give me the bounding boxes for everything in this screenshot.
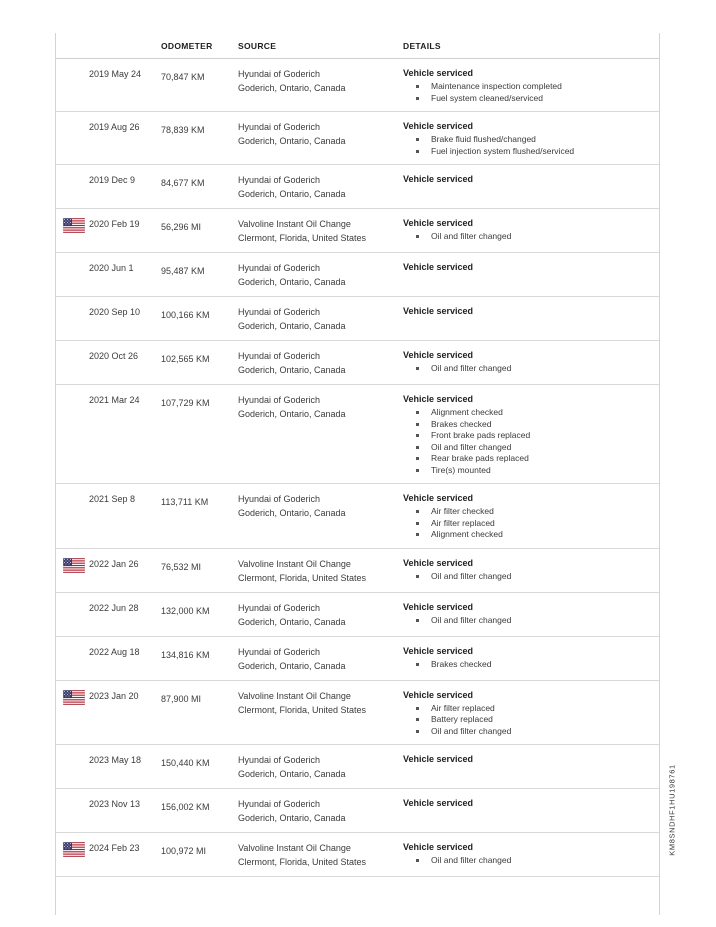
details-item-text: Oil and filter changed	[431, 363, 512, 373]
record-date: 2023 May 18	[89, 755, 142, 765]
record-date: 2019 Dec 9	[89, 175, 136, 185]
table-row	[56, 637, 659, 681]
odometer-value: 70,847 KM	[161, 72, 205, 82]
table-row	[56, 112, 659, 165]
source-location: Goderich, Ontario, Canada	[238, 616, 346, 627]
details-title: Vehicle serviced	[403, 754, 474, 764]
table-row	[56, 549, 659, 593]
date-cell	[56, 841, 161, 857]
odometer-value: 134,816 KM	[161, 649, 210, 660]
odometer-value: 113,711 KM	[161, 497, 209, 507]
bullet-icon	[416, 457, 419, 460]
details-item-text: Air filter checked	[431, 506, 494, 516]
table-row	[56, 59, 659, 112]
bullet-icon	[416, 663, 419, 666]
source-cell	[238, 349, 403, 377]
odometer-value: 150,440 KM	[161, 758, 210, 768]
odometer-value: 56,296 MI	[161, 222, 202, 232]
date-cell	[56, 173, 161, 189]
source-cell	[238, 67, 403, 95]
vin-label: KM8SNDHF1HU198761	[667, 764, 677, 856]
details-item	[403, 714, 653, 726]
source-cell	[238, 797, 403, 825]
details-item-text: Rear brake pads replaced	[431, 453, 529, 463]
record-date: 2023 Jan 20	[89, 690, 139, 701]
details-title: Vehicle serviced	[403, 601, 474, 612]
source-location: Goderich, Ontario, Canada	[238, 189, 346, 199]
details-cell	[403, 120, 659, 157]
table-row	[56, 341, 659, 385]
details-item	[403, 703, 653, 715]
odometer-value: 156,002 KM	[161, 802, 210, 812]
source-cell	[238, 217, 403, 245]
details-list	[403, 134, 653, 157]
source-cell	[238, 173, 403, 201]
bullet-icon	[416, 707, 419, 710]
date-cell	[56, 601, 161, 617]
odometer-value: 87,900 MI	[161, 693, 202, 704]
source-cell	[238, 689, 403, 717]
source-location: Goderich, Ontario, Canada	[238, 409, 346, 419]
record-date: 2024 Feb 23	[89, 843, 140, 853]
details-item-text: Alignment checked	[431, 407, 503, 417]
details-title: Vehicle serviced	[403, 121, 474, 131]
details-item	[403, 231, 653, 243]
bullet-icon	[416, 575, 419, 578]
us-flag-icon	[63, 690, 85, 705]
odometer-value: 100,972 MI	[161, 846, 207, 856]
bullet-icon	[416, 522, 419, 525]
date-cell	[56, 349, 161, 365]
record-date: 2020 Sep 10	[89, 307, 141, 317]
details-list	[403, 231, 653, 243]
date-cell	[56, 217, 161, 233]
bullet-icon	[416, 423, 419, 426]
details-title: Vehicle serviced	[403, 306, 474, 316]
details-cell	[403, 305, 659, 319]
details-item-text: Fuel injection system flushed/serviced	[431, 145, 575, 156]
details-item	[403, 529, 653, 541]
date-cell	[56, 393, 161, 409]
details-item	[403, 442, 653, 454]
source-name: Hyundai of Goderich	[238, 646, 321, 657]
details-item	[403, 465, 653, 477]
details-title: Vehicle serviced	[403, 218, 474, 228]
odometer-value: 100,166 KM	[161, 310, 210, 320]
details-item-text: Brakes checked	[431, 658, 492, 669]
source-location: Goderich, Ontario, Canada	[238, 83, 346, 93]
bullet-icon	[416, 533, 419, 536]
service-history-table	[55, 33, 660, 915]
source-location: Goderich, Ontario, Canada	[238, 660, 346, 671]
details-item	[403, 81, 653, 93]
table-row	[56, 833, 659, 877]
details-item	[403, 615, 653, 627]
header-odometer: ODOMETER	[161, 41, 213, 51]
table-row	[56, 385, 659, 484]
details-item	[403, 506, 653, 518]
date-cell	[56, 557, 161, 573]
details-title: Vehicle serviced	[403, 689, 474, 700]
bullet-icon	[416, 235, 419, 238]
details-list	[403, 615, 653, 627]
date-cell	[56, 753, 161, 769]
details-title: Vehicle serviced	[403, 394, 474, 404]
record-date: 2020 Oct 26	[89, 351, 139, 361]
bullet-icon	[416, 85, 419, 88]
details-item	[403, 726, 653, 738]
details-title: Vehicle serviced	[403, 174, 474, 184]
source-name: Valvoline Instant Oil Change	[238, 843, 351, 853]
source-name: Hyundai of Goderich	[238, 395, 321, 405]
details-title: Vehicle serviced	[403, 645, 474, 656]
bullet-icon	[416, 859, 419, 862]
header-source: SOURCE	[238, 41, 277, 51]
bullet-icon	[416, 510, 419, 513]
details-item-text: Oil and filter changed	[431, 725, 512, 736]
details-item	[403, 855, 653, 867]
source-name: Hyundai of Goderich	[238, 351, 321, 361]
details-item	[403, 93, 653, 105]
source-cell	[238, 753, 403, 781]
details-item	[403, 407, 653, 419]
details-cell	[403, 173, 659, 187]
source-location: Clermont, Florida, United States	[238, 572, 367, 583]
details-cell	[403, 557, 659, 583]
source-name: Hyundai of Goderich	[238, 602, 321, 613]
source-name: Hyundai of Goderich	[238, 494, 321, 504]
source-cell	[238, 393, 403, 421]
details-item-text: Alignment checked	[431, 529, 503, 539]
table-row	[56, 253, 659, 297]
details-item-text: Oil and filter changed	[431, 570, 512, 581]
header-details: DETAILS	[403, 41, 441, 51]
source-name: Valvoline Instant Oil Change	[238, 558, 351, 569]
table-body	[56, 59, 659, 877]
details-item-text: Front brake pads replaced	[431, 430, 531, 440]
details-title: Vehicle serviced	[403, 68, 474, 78]
details-cell	[403, 261, 659, 275]
source-cell	[238, 305, 403, 333]
source-location: Goderich, Ontario, Canada	[238, 365, 346, 375]
details-title: Vehicle serviced	[403, 557, 474, 568]
bullet-icon	[416, 446, 419, 449]
date-cell	[56, 645, 161, 661]
details-item-text: Battery replaced	[431, 714, 493, 724]
details-title: Vehicle serviced	[403, 798, 474, 808]
source-location: Goderich, Ontario, Canada	[238, 277, 346, 287]
date-cell	[56, 305, 161, 321]
bullet-icon	[416, 97, 419, 100]
bullet-icon	[416, 367, 419, 370]
bullet-icon	[416, 138, 419, 141]
details-cell	[403, 645, 659, 671]
details-title: Vehicle serviced	[403, 262, 474, 272]
source-cell	[238, 557, 403, 585]
details-item	[403, 659, 653, 671]
record-date: 2021 Sep 8	[89, 494, 136, 504]
details-item	[403, 146, 653, 158]
odometer-value: 76,532 MI	[161, 561, 202, 572]
record-date: 2019 Aug 26	[89, 122, 140, 132]
details-item	[403, 430, 653, 442]
source-name: Valvoline Instant Oil Change	[238, 219, 351, 229]
bullet-icon	[416, 619, 419, 622]
details-item-text: Oil and filter changed	[431, 855, 512, 865]
record-date: 2020 Jun 1	[89, 263, 134, 273]
details-cell	[403, 67, 659, 104]
table-row	[56, 789, 659, 833]
details-item	[403, 419, 653, 431]
details-item	[403, 134, 653, 146]
details-item	[403, 571, 653, 583]
record-date: 2022 Jan 26	[89, 558, 139, 569]
source-location: Clermont, Florida, United States	[238, 857, 367, 867]
odometer-value: 78,839 KM	[161, 125, 205, 135]
source-name: Hyundai of Goderich	[238, 799, 321, 809]
details-cell	[403, 841, 659, 867]
record-date: 2022 Jun 28	[89, 602, 139, 613]
date-cell	[56, 797, 161, 813]
date-cell	[56, 261, 161, 277]
date-cell	[56, 120, 161, 136]
details-item-text: Maintenance inspection completed	[431, 81, 562, 91]
source-location: Goderich, Ontario, Canada	[238, 321, 346, 331]
record-date: 2023 Nov 13	[89, 799, 141, 809]
source-name: Valvoline Instant Oil Change	[238, 690, 351, 701]
table-row	[56, 745, 659, 789]
table-row	[56, 484, 659, 549]
table-row	[56, 297, 659, 341]
odometer-value: 102,565 KM	[161, 354, 210, 364]
details-cell	[403, 492, 659, 541]
details-list	[403, 571, 653, 583]
source-name: Hyundai of Goderich	[238, 122, 321, 132]
details-list	[403, 703, 653, 738]
date-cell	[56, 67, 161, 83]
details-list	[403, 659, 653, 671]
us-flag-icon	[63, 218, 85, 233]
bullet-icon	[416, 718, 419, 721]
bullet-icon	[416, 434, 419, 437]
source-cell	[238, 120, 403, 148]
details-title: Vehicle serviced	[403, 493, 474, 503]
odometer-value: 132,000 KM	[161, 605, 210, 616]
us-flag-icon	[63, 842, 85, 857]
details-item-text: Oil and filter changed	[431, 614, 512, 625]
source-cell	[238, 841, 403, 869]
date-cell	[56, 689, 161, 705]
details-item-text: Air filter replaced	[431, 517, 495, 528]
table-bottom-spacer	[56, 877, 659, 915]
details-title: Vehicle serviced	[403, 350, 474, 360]
details-cell	[403, 797, 659, 811]
details-item-text: Fuel system cleaned/serviced	[431, 92, 543, 103]
bullet-icon	[416, 469, 419, 472]
us-flag-icon	[63, 558, 85, 573]
details-item-text: Oil and filter changed	[431, 441, 512, 452]
source-location: Goderich, Ontario, Canada	[238, 813, 346, 823]
source-cell	[238, 492, 403, 520]
table-row	[56, 681, 659, 746]
details-list	[403, 506, 653, 541]
source-location: Goderich, Ontario, Canada	[238, 136, 346, 146]
source-name: Hyundai of Goderich	[238, 69, 321, 79]
source-name: Hyundai of Goderich	[238, 755, 321, 765]
source-cell	[238, 601, 403, 629]
odometer-value: 95,487 KM	[161, 266, 205, 276]
source-location: Clermont, Florida, United States	[238, 704, 367, 715]
odometer-value: 84,677 KM	[161, 178, 205, 188]
details-item-text: Brakes checked	[431, 418, 492, 429]
details-item-text: Brake fluid flushed/changed	[431, 134, 536, 144]
source-location: Goderich, Ontario, Canada	[238, 769, 346, 779]
details-list	[403, 855, 653, 867]
source-location: Goderich, Ontario, Canada	[238, 508, 346, 518]
bullet-icon	[416, 150, 419, 153]
source-cell	[238, 261, 403, 289]
source-name: Hyundai of Goderich	[238, 175, 321, 185]
source-location: Clermont, Florida, United States	[238, 233, 367, 243]
details-cell	[403, 349, 659, 375]
odometer-value: 107,729 KM	[161, 398, 210, 408]
details-cell	[403, 601, 659, 627]
source-name: Hyundai of Goderich	[238, 307, 321, 317]
bullet-icon	[416, 411, 419, 414]
details-list	[403, 81, 653, 104]
record-date: 2022 Aug 18	[89, 646, 140, 657]
details-item-text: Air filter replaced	[431, 702, 495, 713]
record-date: 2020 Feb 19	[89, 219, 140, 229]
details-item-text: Oil and filter changed	[431, 231, 512, 241]
details-list	[403, 363, 653, 375]
table-row	[56, 165, 659, 209]
details-title: Vehicle serviced	[403, 842, 474, 852]
details-item	[403, 518, 653, 530]
record-date: 2019 May 24	[89, 69, 142, 79]
record-date: 2021 Mar 24	[89, 395, 140, 405]
details-cell	[403, 393, 659, 476]
table-row	[56, 593, 659, 637]
bullet-icon	[416, 730, 419, 733]
details-cell	[403, 753, 659, 767]
table-header-row	[56, 33, 659, 59]
date-cell	[56, 492, 161, 508]
details-cell	[403, 689, 659, 738]
source-name: Hyundai of Goderich	[238, 263, 321, 273]
source-cell	[238, 645, 403, 673]
details-list	[403, 407, 653, 476]
details-item-text: Tire(s) mounted	[431, 464, 491, 475]
details-cell	[403, 217, 659, 243]
details-item	[403, 363, 653, 375]
details-item	[403, 453, 653, 465]
table-row	[56, 209, 659, 253]
